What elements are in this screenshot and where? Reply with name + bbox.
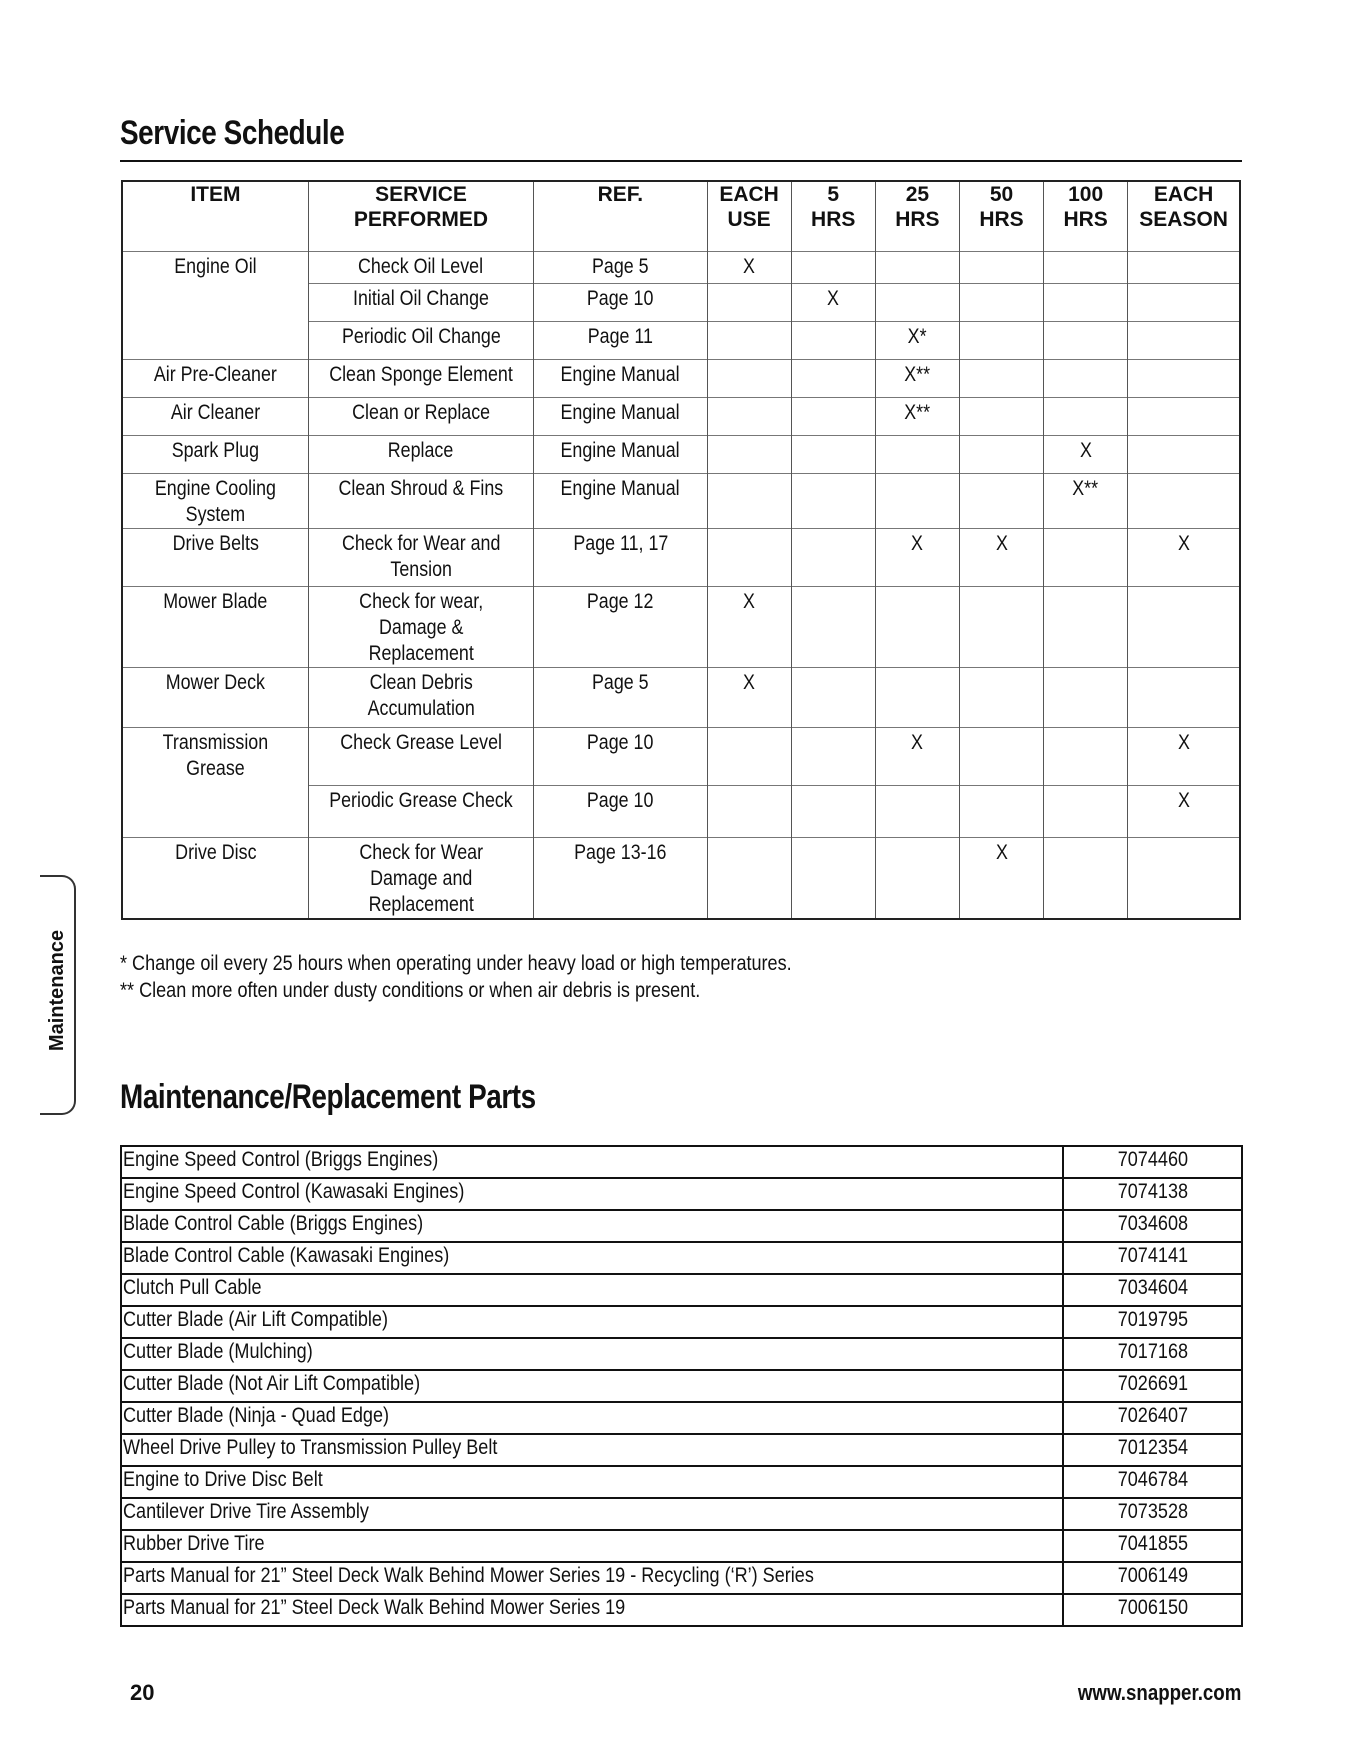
schedule-cell [959,359,1043,397]
schedule-cell [707,727,791,785]
parts-row [121,1178,1242,1210]
schedule-cell [534,473,707,528]
schedule-cell [1128,837,1240,919]
cell-text: Check Grease Level [340,730,502,754]
header-line: 25 [905,183,930,206]
part-description [121,1210,1063,1242]
cell-text: X [911,730,924,754]
schedule-cell [308,397,533,435]
schedule-cell [707,586,791,667]
part-description [121,1498,1063,1530]
schedule-cell [122,586,308,667]
cell-text: Page 11 [587,324,653,348]
part-number [1063,1402,1242,1434]
schedule-cell [534,785,707,837]
parts-row [121,1402,1242,1434]
cell-text: X [1177,531,1190,555]
schedule-header-row [122,181,1240,251]
cell-text: Clean or Replace [352,400,490,424]
part-number-text: 7006150 [1117,1596,1189,1619]
schedule-cell [959,283,1043,321]
schedule-cell [1128,435,1240,473]
cell-text: Drive Disc [174,840,257,864]
part-number-text: 7026691 [1117,1372,1189,1395]
part-number-text: 7034608 [1117,1212,1189,1235]
schedule-cell [1128,586,1240,667]
schedule-cell [1044,528,1128,586]
cell-text: Mower Deck [165,670,266,694]
header-line: PERFORMED [353,208,489,231]
header-line: SERVICE [375,183,467,206]
parts-row [121,1306,1242,1338]
schedule-cell [875,359,959,397]
part-description-text: Wheel Drive Pulley to Transmission Pulley Belt [123,1436,498,1459]
schedule-cell [1128,397,1240,435]
schedule-cell [791,251,875,283]
schedule-footnotes [120,950,901,1004]
schedule-cell [707,283,791,321]
part-description [121,1466,1063,1498]
cell-text: Engine Cooling System [154,476,276,526]
part-description-text: Parts Manual for 21” Steel Deck Walk Behind Mower Series 19 - Recycling (‘R’) Series [123,1564,814,1587]
cell-text: Replace [388,438,454,462]
part-number [1063,1370,1242,1402]
parts-row [121,1530,1242,1562]
schedule-cell [534,435,707,473]
part-number [1063,1146,1242,1178]
part-number-text: 7012354 [1117,1436,1189,1459]
schedule-cell [707,321,791,359]
part-number-text: 7006149 [1117,1564,1189,1587]
schedule-header-cell [791,181,875,251]
parts-row [121,1594,1242,1626]
schedule-cell [534,397,707,435]
schedule-cell [1128,727,1240,785]
schedule-cell [791,727,875,785]
schedule-cell [959,251,1043,283]
header-line: EACH [719,183,779,206]
schedule-cell [122,667,308,727]
schedule-cell [534,251,707,283]
schedule-cell [122,837,308,919]
cell-text: Page 5 [592,670,649,694]
schedule-header-cell [308,181,533,251]
cell-text: Check for wear, Damage & Replacement [359,589,484,665]
schedule-cell [308,837,533,919]
header-line: 5 [827,183,840,206]
cell-text: Drive Belts [172,531,259,555]
part-number [1063,1498,1242,1530]
schedule-row [122,359,1240,397]
schedule-cell [1044,397,1128,435]
schedule-row [122,251,1240,283]
side-tab-label: Maintenance [46,929,69,1051]
cell-text: X** [904,400,931,424]
part-description-text: Cutter Blade (Air Lift Compatible) [123,1308,388,1331]
schedule-cell [875,586,959,667]
part-description [121,1530,1063,1562]
parts-row [121,1242,1242,1274]
schedule-cell [122,528,308,586]
schedule-header-cell [534,181,707,251]
schedule-cell [791,473,875,528]
part-number [1063,1594,1242,1626]
part-description [121,1306,1063,1338]
schedule-cell [959,727,1043,785]
part-description [121,1178,1063,1210]
schedule-cell [875,283,959,321]
schedule-cell [122,435,308,473]
schedule-cell [1044,321,1128,359]
cell-text: X [995,840,1008,864]
schedule-cell [1128,283,1240,321]
part-number [1063,1242,1242,1274]
schedule-cell [791,321,875,359]
schedule-cell [1128,473,1240,528]
part-description [121,1562,1063,1594]
cell-text: Engine Oil [174,254,257,278]
cell-text: Page 5 [592,254,649,278]
part-description-text: Blade Control Cable (Kawasaki Engines) [123,1244,450,1267]
schedule-cell [707,435,791,473]
header-line: USE [727,208,771,231]
parts-table [120,1145,1243,1627]
schedule-cell [959,667,1043,727]
part-description-text: Engine Speed Control (Briggs Engines) [123,1148,439,1171]
part-number-text: 7041855 [1117,1532,1189,1555]
cell-text: Page 10 [587,788,654,812]
schedule-cell [875,251,959,283]
schedule-cell [122,727,308,785]
schedule-row [122,321,1240,359]
schedule-row [122,435,1240,473]
website-url: www.snapper.com [1077,1680,1241,1705]
cell-text: X* [907,324,927,348]
schedule-cell [308,586,533,667]
cell-text: Mower Blade [163,589,268,613]
header-line: ITEM [190,183,241,206]
schedule-cell [875,321,959,359]
footnote-double-asterisk: ** Clean more often under dusty conditions or when air debris is present. [120,979,701,1002]
part-description-text: Clutch Pull Cable [123,1276,262,1299]
cell-text: X [1177,788,1190,812]
schedule-cell [791,586,875,667]
cell-text: X [1079,438,1092,462]
schedule-cell [959,473,1043,528]
schedule-cell [1044,586,1128,667]
part-number-text: 7074138 [1117,1180,1189,1203]
part-number-text: 7074460 [1117,1148,1189,1171]
schedule-cell [959,435,1043,473]
part-number-text: 7019795 [1117,1308,1189,1331]
schedule-cell [1128,359,1240,397]
parts-row [121,1210,1242,1242]
schedule-row [122,837,1240,919]
cell-text: Spark Plug [171,438,260,462]
schedule-cell [959,586,1043,667]
parts-row [121,1370,1242,1402]
schedule-cell [308,435,533,473]
schedule-cell [707,251,791,283]
schedule-cell [875,528,959,586]
cell-text: Periodic Oil Change [341,324,501,348]
schedule-header-cell [875,181,959,251]
schedule-cell [1128,667,1240,727]
schedule-cell [308,473,533,528]
schedule-cell [1044,837,1128,919]
cell-text: Transmission Grease [162,730,269,780]
cell-text: Clean Sponge Element [329,362,513,386]
header-line: HRS [979,208,1024,231]
schedule-row [122,785,1240,837]
schedule-cell [1128,321,1240,359]
schedule-cell [791,359,875,397]
part-number [1063,1466,1242,1498]
header-line: HRS [1063,208,1108,231]
part-number-text: 7046784 [1117,1468,1189,1491]
part-number [1063,1210,1242,1242]
cell-text: Engine Manual [560,438,680,462]
schedule-cell [534,837,707,919]
header-line: 100 [1068,183,1104,206]
schedule-cell [959,837,1043,919]
cell-text: Page 11, 17 [572,531,668,555]
cell-text: X [743,254,756,278]
schedule-cell [959,528,1043,586]
cell-text: Air Pre-Cleaner [153,362,277,386]
schedule-cell [308,727,533,785]
schedule-cell [534,321,707,359]
part-description-text: Cutter Blade (Mulching) [123,1340,313,1363]
schedule-cell [791,837,875,919]
schedule-cell [1128,528,1240,586]
cell-text: Check Oil Level [358,254,484,278]
schedule-cell [122,473,308,528]
schedule-cell [534,528,707,586]
schedule-cell [707,359,791,397]
schedule-header-cell [1044,181,1128,251]
schedule-cell [791,435,875,473]
schedule-cell [707,785,791,837]
schedule-cell [308,528,533,586]
cell-text: X [743,589,756,613]
cell-text: Page 12 [587,589,654,613]
schedule-row [122,727,1240,785]
page-number: 20 [130,1680,155,1705]
schedule-cell [875,435,959,473]
cell-text: Clean Shroud & Fins [338,476,504,500]
header-line: HRS [811,208,856,231]
service-schedule-title: Service Schedule [120,114,345,152]
schedule-cell [1044,727,1128,785]
schedule-header-cell [122,181,308,251]
part-number-text: 7026407 [1117,1404,1189,1427]
schedule-cell [875,473,959,528]
schedule-cell [791,785,875,837]
schedule-cell [122,397,308,435]
part-description [121,1594,1063,1626]
part-description [121,1146,1063,1178]
part-number [1063,1274,1242,1306]
part-description-text: Cantilever Drive Tire Assembly [123,1500,369,1523]
schedule-cell [959,397,1043,435]
schedule-cell [707,837,791,919]
schedule-cell [122,785,308,837]
parts-row [121,1562,1242,1594]
cell-text: X [911,531,924,555]
schedule-cell [308,785,533,837]
schedule-row [122,473,1240,528]
schedule-header-cell [707,181,791,251]
schedule-cell [308,283,533,321]
schedule-cell [308,251,533,283]
part-description-text: Parts Manual for 21” Steel Deck Walk Behind Mower Series 19 [123,1596,626,1619]
cell-text: Page 13-16 [574,840,667,864]
part-description-text: Rubber Drive Tire [123,1532,265,1555]
schedule-row [122,283,1240,321]
header-line: 50 [989,183,1014,206]
cell-text: Air Cleaner [170,400,261,424]
schedule-cell [1128,785,1240,837]
parts-row [121,1434,1242,1466]
cell-text: X [995,531,1008,555]
part-number-text: 7074141 [1117,1244,1189,1267]
cell-text: X** [1072,476,1099,500]
schedule-row [122,528,1240,586]
cell-text: X [743,670,756,694]
schedule-cell [308,321,533,359]
schedule-cell [707,528,791,586]
schedule-header-cell [1128,181,1240,251]
schedule-cell [534,359,707,397]
cell-text: X [827,286,840,310]
schedule-cell [707,397,791,435]
schedule-cell [1044,435,1128,473]
part-number [1063,1562,1242,1594]
part-description [121,1402,1063,1434]
cell-text: Initial Oil Change [353,286,489,310]
schedule-cell [791,397,875,435]
schedule-cell [707,473,791,528]
schedule-cell [534,586,707,667]
part-description [121,1434,1063,1466]
parts-row [121,1498,1242,1530]
schedule-cell [534,667,707,727]
parts-row [121,1146,1242,1178]
schedule-cell [707,667,791,727]
parts-row [121,1274,1242,1306]
schedule-cell [875,837,959,919]
header-line: EACH [1153,183,1214,206]
schedule-cell [534,283,707,321]
parts-row [121,1338,1242,1370]
part-description-text: Blade Control Cable (Briggs Engines) [123,1212,424,1235]
cell-text: Engine Manual [560,476,680,500]
cell-text: Clean Debris Accumulation [367,670,475,720]
schedule-cell [1044,283,1128,321]
schedule-cell [534,727,707,785]
schedule-cell [122,251,308,283]
schedule-cell [959,321,1043,359]
schedule-cell [875,727,959,785]
header-line: REF. [597,183,644,206]
cell-text: X [1177,730,1190,754]
part-description [121,1338,1063,1370]
part-description-text: Cutter Blade (Ninja - Quad Edge) [123,1404,390,1427]
part-number [1063,1178,1242,1210]
schedule-row [122,586,1240,667]
part-number [1063,1530,1242,1562]
part-description [121,1274,1063,1306]
cell-text: X** [904,362,931,386]
schedule-cell [875,667,959,727]
schedule-cell [1044,473,1128,528]
schedule-cell [122,283,308,321]
part-description [121,1242,1063,1274]
schedule-header-cell [959,181,1043,251]
title-divider [120,160,1242,162]
schedule-cell [875,397,959,435]
parts-title: Maintenance/Replacement Parts [120,1078,536,1116]
schedule-row [122,397,1240,435]
part-number-text: 7073528 [1117,1500,1189,1523]
part-description [121,1370,1063,1402]
part-number-text: 7034604 [1117,1276,1189,1299]
part-description-text: Engine to Drive Disc Belt [123,1468,323,1491]
schedule-cell [308,667,533,727]
cell-text: Page 10 [587,286,654,310]
schedule-cell [122,321,308,359]
header-line: SEASON [1139,208,1228,231]
schedule-cell [791,528,875,586]
part-description-text: Cutter Blade (Not Air Lift Compatible) [123,1372,421,1395]
schedule-cell [1044,785,1128,837]
part-description-text: Engine Speed Control (Kawasaki Engines) [123,1180,465,1203]
cell-text: Check for Wear and Tension [341,531,501,581]
cell-text: Page 10 [587,730,654,754]
part-number-text: 7017168 [1117,1340,1189,1363]
part-number [1063,1434,1242,1466]
footnote-single-asterisk: * Change oil every 25 hours when operating under heavy load or high temperatures. [120,952,792,975]
schedule-cell [1044,667,1128,727]
schedule-row [122,667,1240,727]
header-line: HRS [895,208,940,231]
schedule-cell [875,785,959,837]
schedule-cell [1128,251,1240,283]
cell-text: Periodic Grease Check [329,788,513,812]
cell-text: Engine Manual [560,362,680,386]
part-number [1063,1338,1242,1370]
schedule-cell [1044,359,1128,397]
service-schedule-table [121,180,1241,920]
schedule-cell [791,667,875,727]
schedule-cell [308,359,533,397]
parts-row [121,1466,1242,1498]
cell-text: Engine Manual [560,400,680,424]
schedule-cell [122,359,308,397]
cell-text: Check for Wear Damage and Replacement [359,840,483,916]
part-number [1063,1306,1242,1338]
schedule-cell [791,283,875,321]
schedule-cell [959,785,1043,837]
schedule-cell [1044,251,1128,283]
